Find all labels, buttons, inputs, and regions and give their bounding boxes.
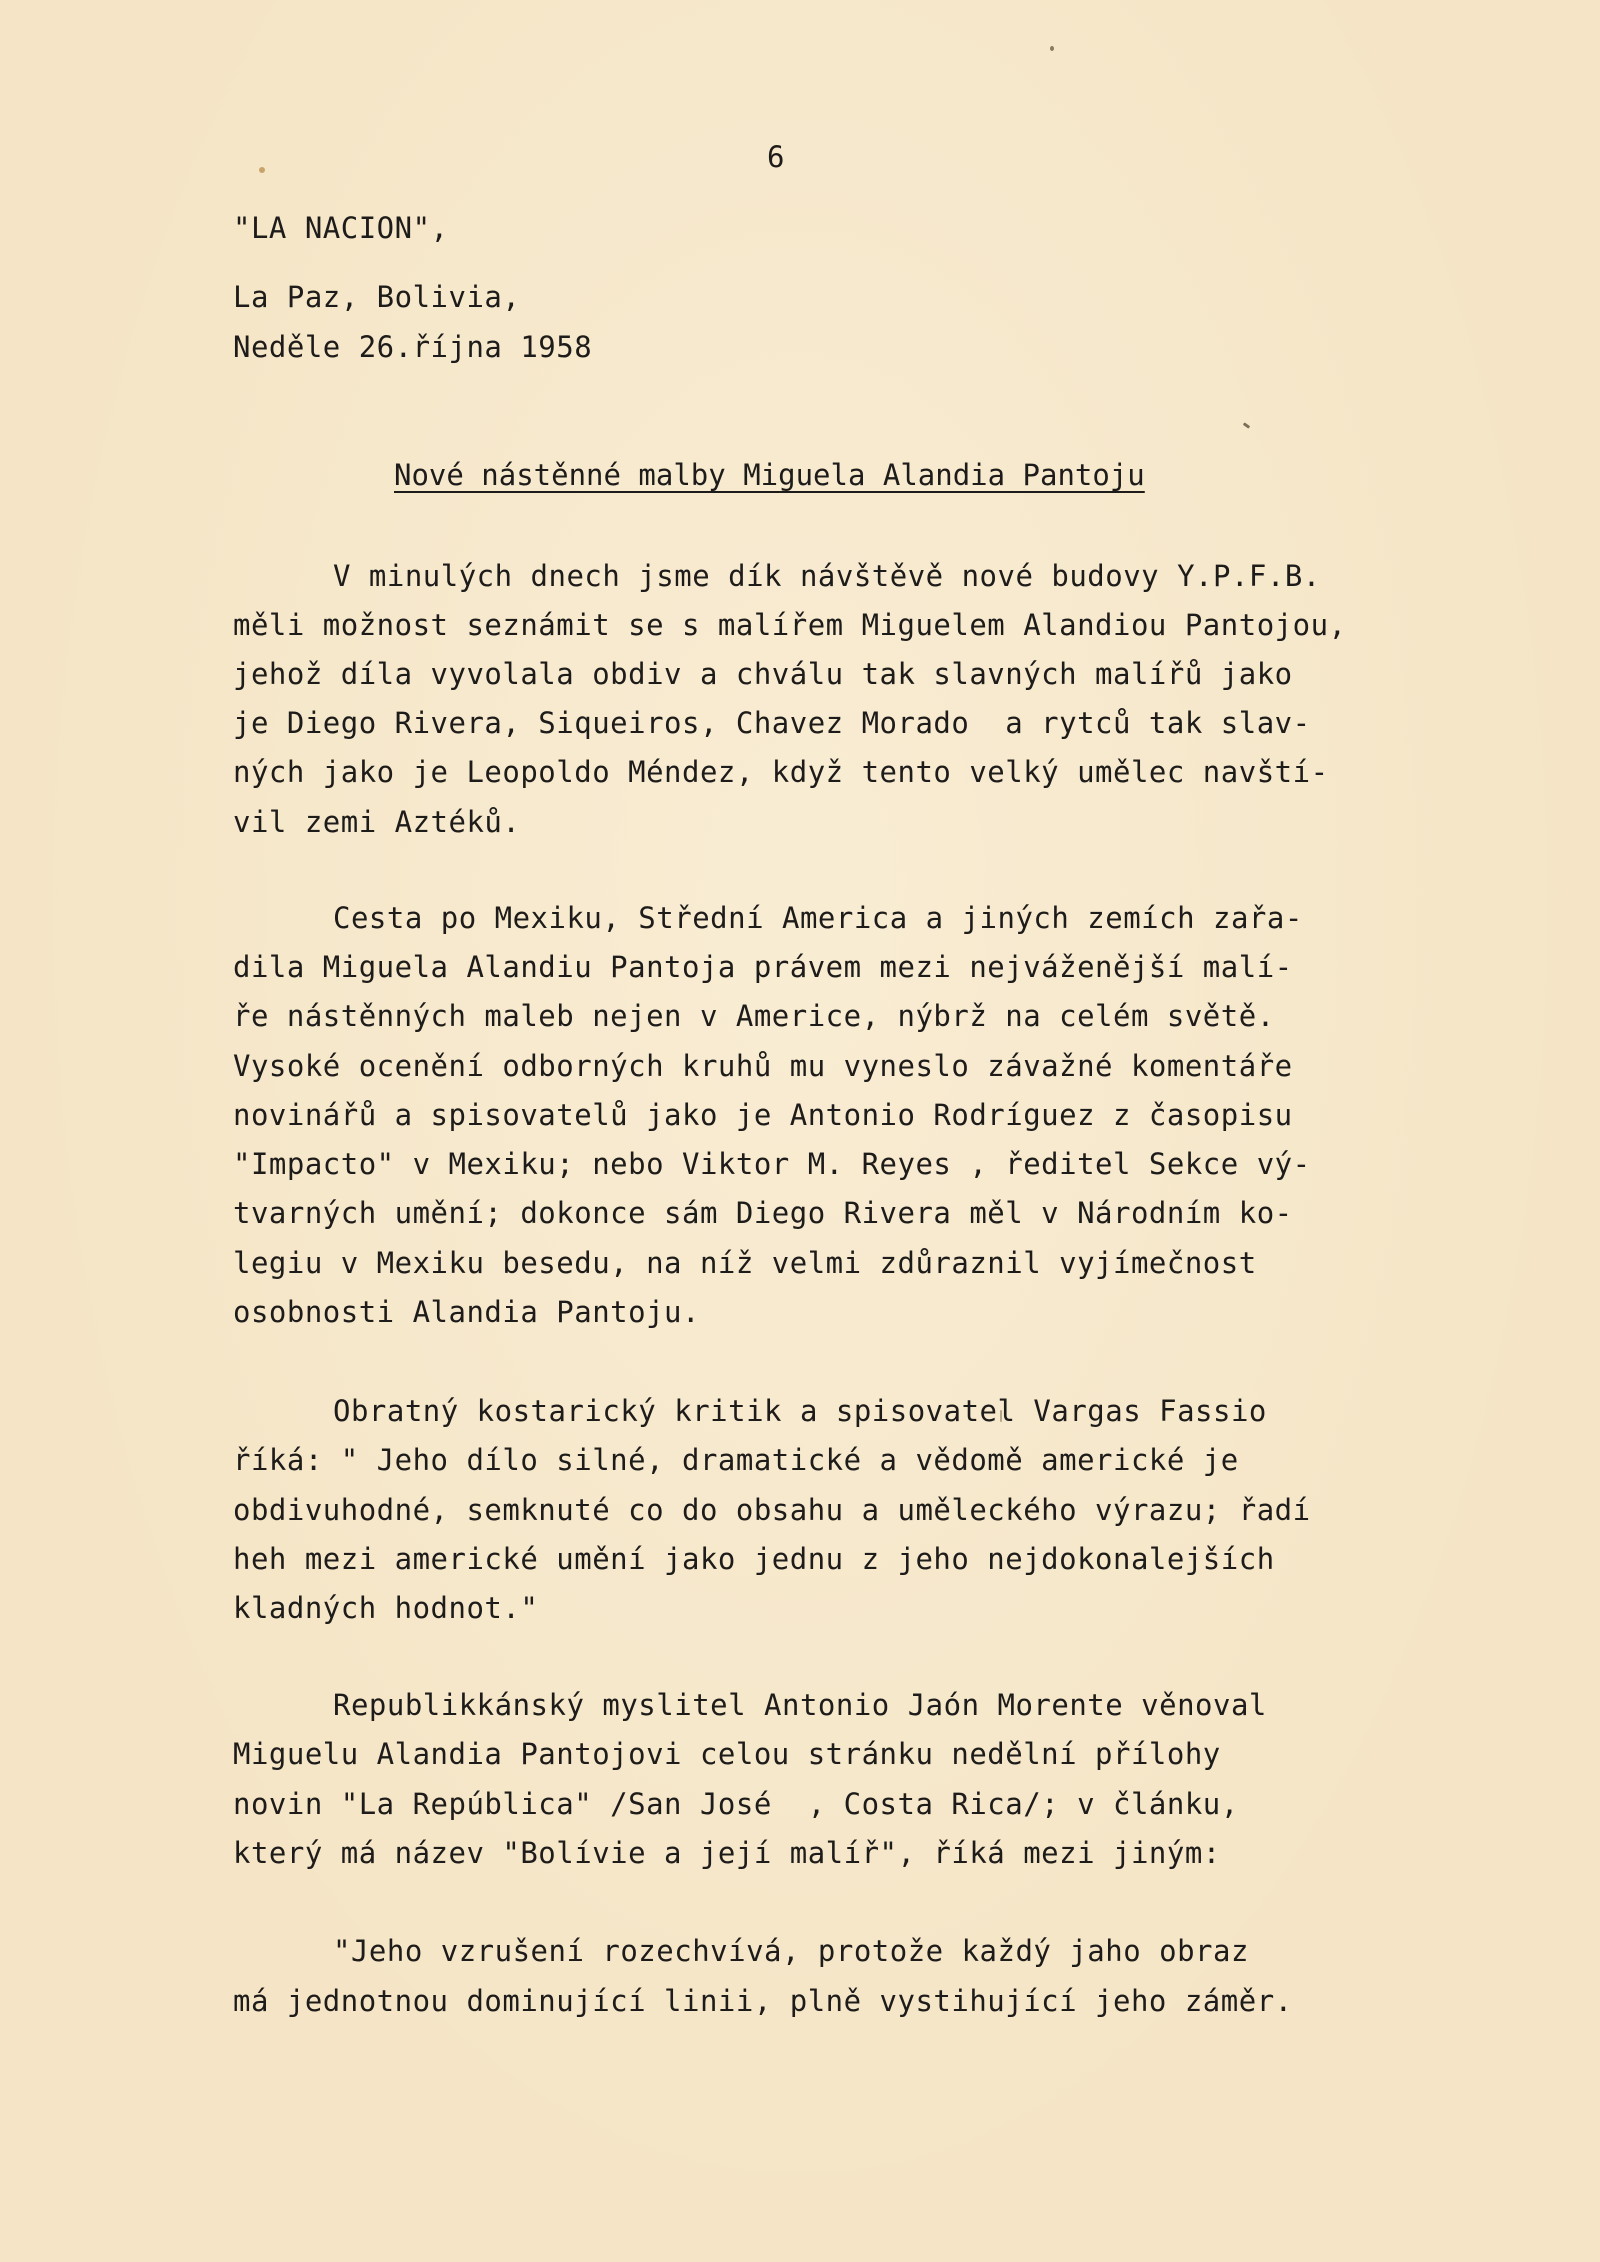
paragraph-line: novinářů a spisovatelů jako je Antonio Rodríguez z časopisu xyxy=(233,1098,1293,1132)
paragraph-line: Obratný kostarický kritik a spisovatel Vargas Fassio xyxy=(333,1394,1267,1428)
paragraph-line: Miguelu Alandia Pantojovi celou stránku nedělní přílohy xyxy=(233,1737,1221,1771)
paragraph-line: novin "La República" /San José , Costa Rica/; v článku, xyxy=(233,1787,1239,1821)
paragraph-line: vil zemi Aztéků. xyxy=(233,805,521,839)
paragraph-line: ných jako je Leopoldo Méndez, když tento velký umělec navští- xyxy=(233,755,1329,789)
paper-speck xyxy=(1243,422,1250,428)
paragraph-line: "Jeho vzrušení rozechvívá, protože každý jaho obraz xyxy=(333,1934,1249,1968)
paragraph-line: legiu v Mexiku besedu, na níž velmi zdůraznil vyjímečnost xyxy=(233,1246,1257,1280)
page-number: 6 xyxy=(767,140,785,174)
paragraph-line: osobnosti Alandia Pantoju. xyxy=(233,1295,700,1329)
paragraph-line: Vysoké ocenění odborných kruhů mu vyneslo závažné komentáře xyxy=(233,1049,1293,1083)
paragraph-line: obdivuhodné, semknuté co do obsahu a uměleckého výrazu; řadí xyxy=(233,1493,1311,1527)
paper-speck xyxy=(259,167,265,173)
paragraph-line: je Diego Rivera, Siqueiros, Chavez Morado a rytců tak slav- xyxy=(233,706,1311,740)
paragraph-line: říká: " Jeho dílo silné, dramatické a vědomě americké je xyxy=(233,1443,1239,1477)
paragraph-line: jehož díla vyvolala obdiv a chválu tak slavných malířů jako xyxy=(233,657,1293,691)
paragraph-line: má jednotnou dominující linii, plně vystihující jeho záměr. xyxy=(233,1984,1293,2018)
paragraph-line: Cesta po Mexiku, Střední America a jiných zemích zařa- xyxy=(333,901,1303,935)
paragraph-line: dila Miguela Alandiu Pantoja právem mezi nejváženější malí- xyxy=(233,950,1293,984)
paragraph-line: ře nástěnných maleb nejen v Americe, nýbrž na celém světě. xyxy=(233,999,1275,1033)
place-line: La Paz, Bolivia, xyxy=(233,280,521,314)
date-line: Neděle 26.října 1958 xyxy=(233,330,593,364)
paragraph-line: heh mezi americké umění jako jednu z jeho nejdokonalejších xyxy=(233,1542,1275,1576)
paragraph-line: "Impacto" v Mexiku; nebo Viktor M. Reyes , ředitel Sekce vý- xyxy=(233,1147,1311,1181)
article-title: Nové nástěnné malby Miguela Alandia Pantoju xyxy=(394,458,1145,492)
paragraph-line: V minulých dnech jsme dík návštěvě nové budovy Y.P.F.B. xyxy=(333,559,1321,593)
newspaper-name: "LA NACION", xyxy=(233,211,449,245)
paragraph-line: Republikkánský myslitel Antonio Jaón Morente věnoval xyxy=(333,1688,1267,1722)
paragraph-line: kladných hodnot." xyxy=(233,1591,539,1625)
paragraph-line: měli možnost seznámit se s malířem Miguelem Alandiou Pantojou, xyxy=(233,608,1347,642)
paragraph-line: který má název "Bolívie a její malíř", říká mezi jiným: xyxy=(233,1836,1221,1870)
paper-speck xyxy=(1050,46,1054,51)
paragraph-line: tvarných umění; dokonce sám Diego Rivera měl v Národním ko- xyxy=(233,1196,1293,1230)
